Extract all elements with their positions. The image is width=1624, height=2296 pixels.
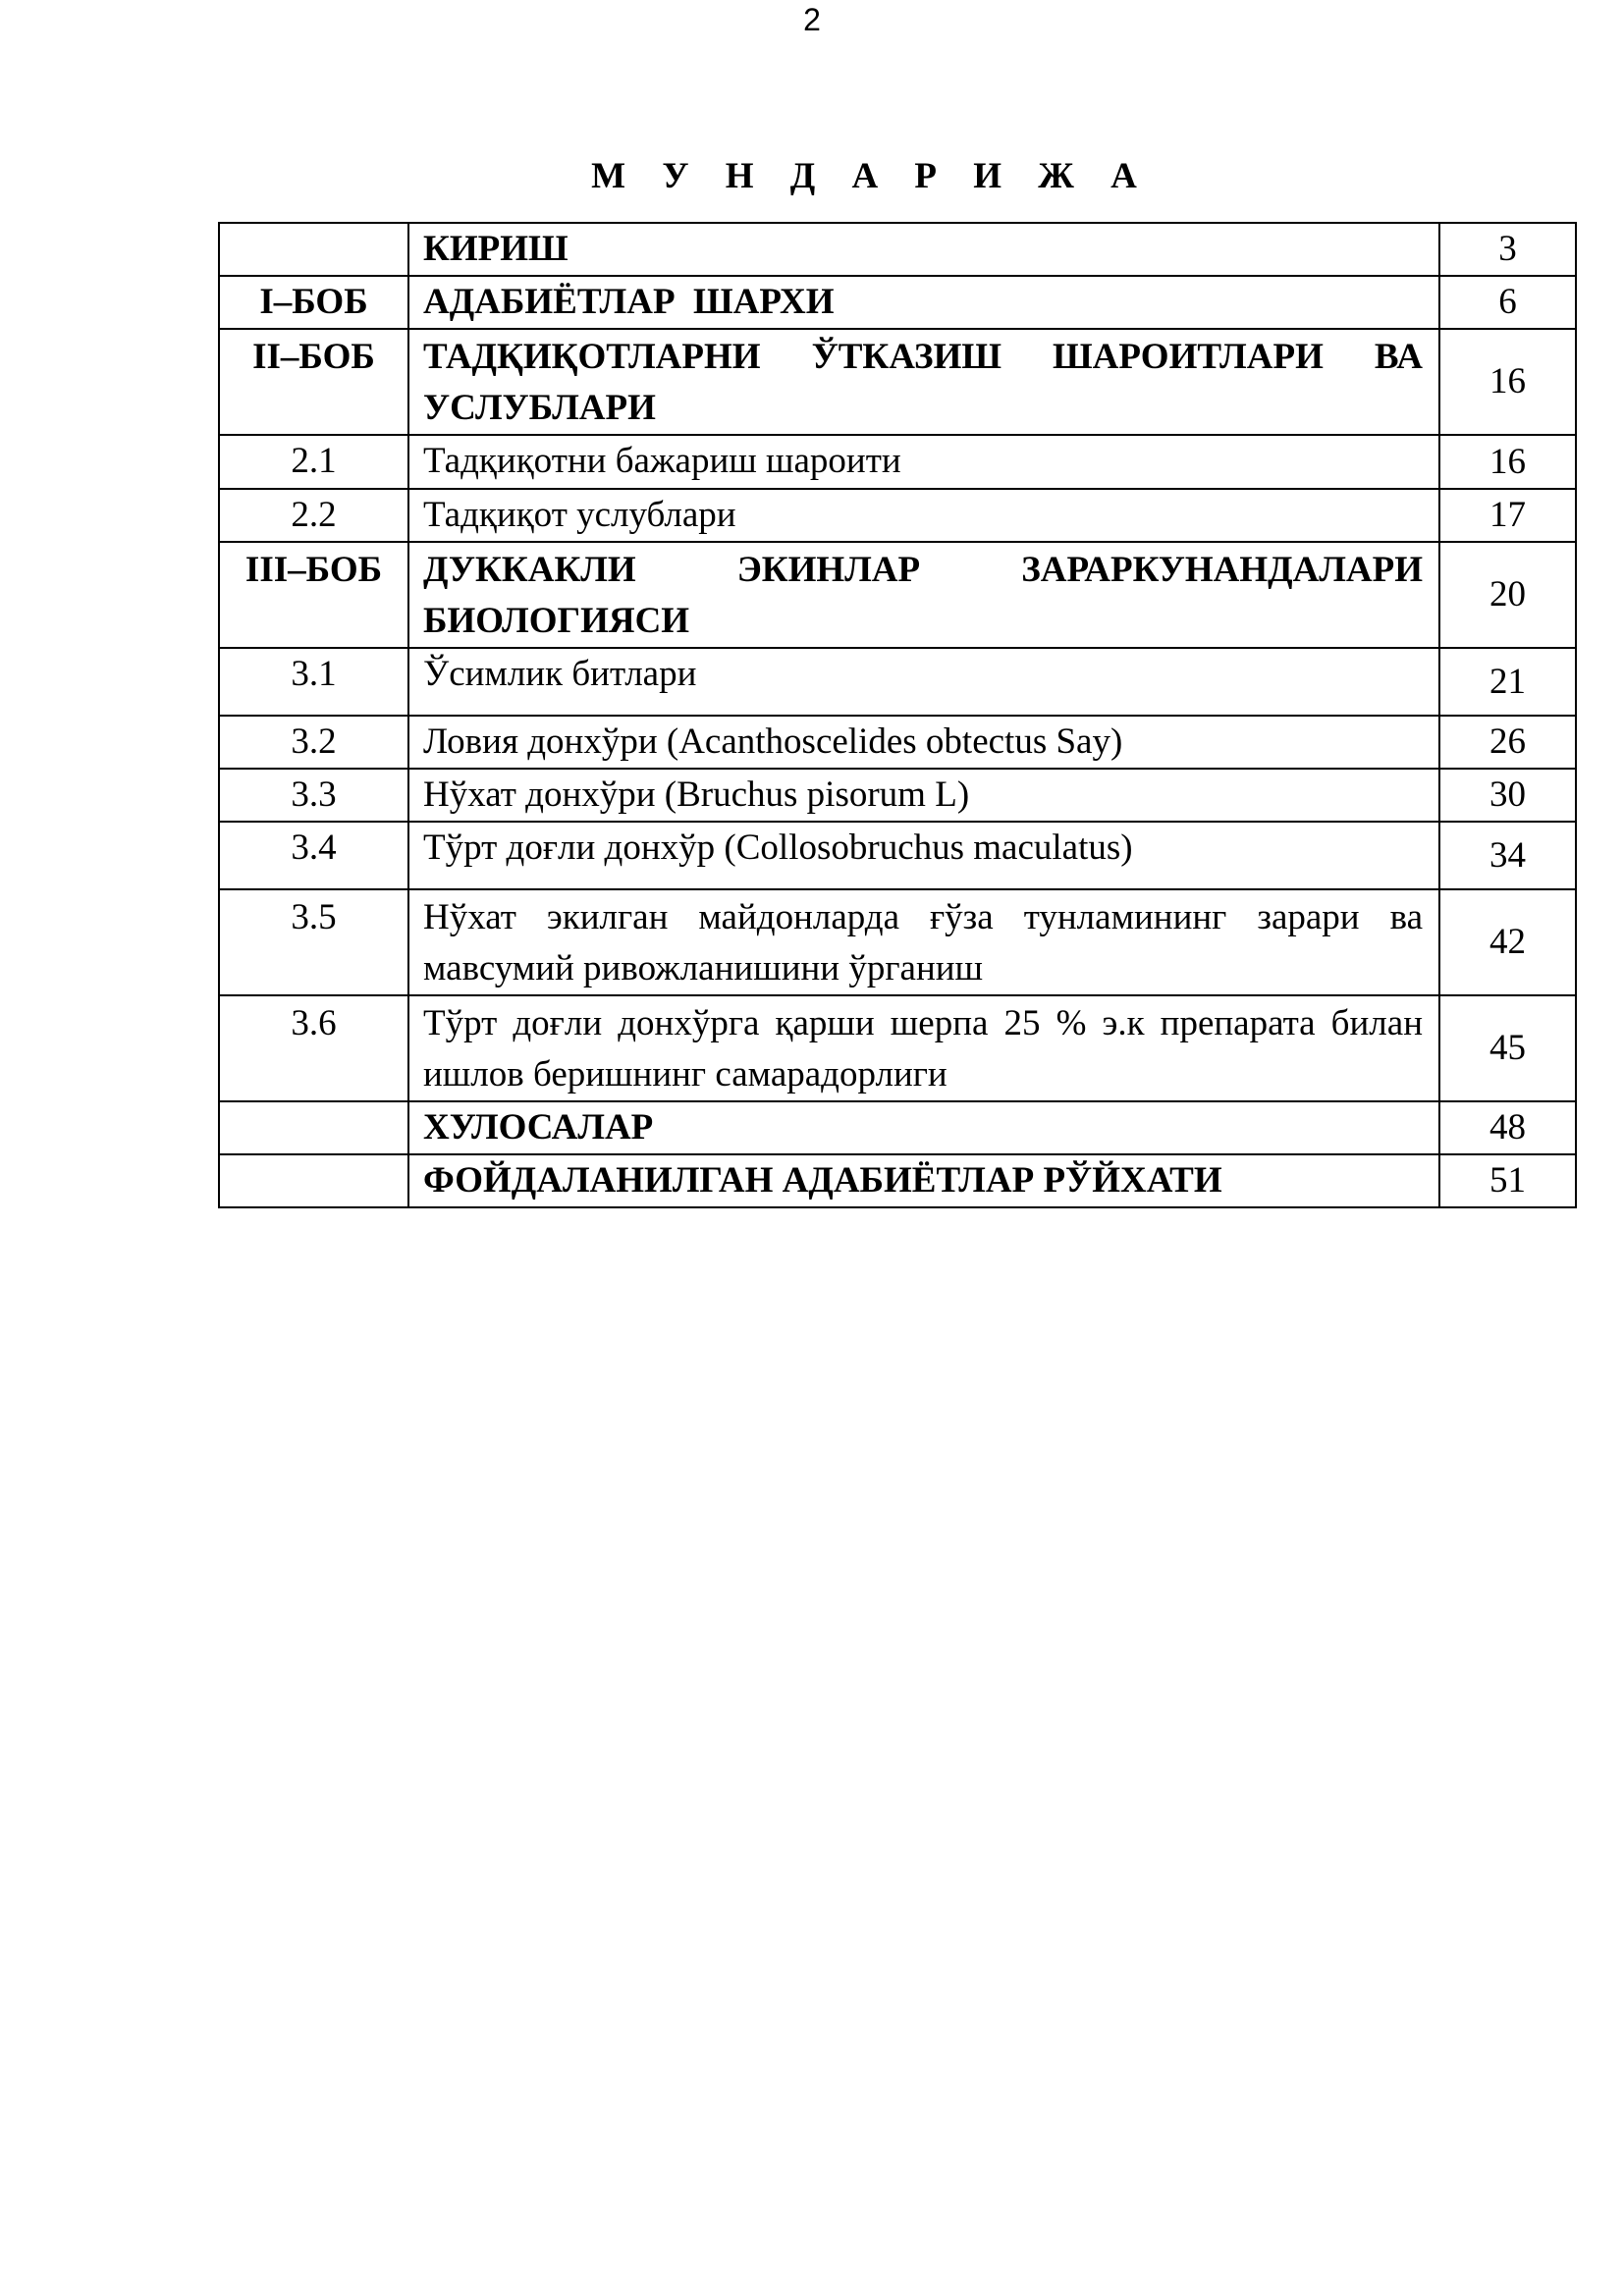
toc-title: ФОЙДАЛАНИЛГАН АДАБИЁТЛАР РЎЙХАТИ — [408, 1154, 1439, 1207]
toc-page: 42 — [1439, 889, 1576, 995]
toc-row-chapter-2 — [219, 329, 1576, 435]
toc-page: 26 — [1439, 716, 1576, 769]
toc-page: 51 — [1439, 1154, 1576, 1207]
toc-title: Тўрт доғли донхўр (Collosobruchus maculatus) — [408, 822, 1439, 889]
toc-title: Нўхат донхўри (Bruchus pisorum L) — [408, 769, 1439, 822]
toc-page: 45 — [1439, 995, 1576, 1101]
toc-page: 6 — [1439, 276, 1576, 329]
toc-page: 16 — [1439, 329, 1576, 435]
toc-number: 3.4 — [219, 822, 408, 889]
toc-page: 34 — [1439, 822, 1576, 889]
toc-row-section-3-1 — [219, 648, 1576, 716]
toc-number: II–БОБ — [219, 329, 408, 435]
page-title: М У Н Д А Р И Ж А — [591, 156, 1151, 196]
toc-number: 3.6 — [219, 995, 408, 1101]
toc-page: 21 — [1439, 648, 1576, 716]
toc-title: ТАДҚИҚОТЛАРНИ ЎТКАЗИШ ШАРОИТЛАРИ ВА УСЛУБЛАРИ — [408, 329, 1439, 435]
toc-number: I–БОБ — [219, 276, 408, 329]
toc-row-section-3-5 — [219, 889, 1576, 995]
toc-title: Тадқиқот услублари — [408, 489, 1439, 542]
toc-page: 16 — [1439, 435, 1576, 489]
toc-page: 30 — [1439, 769, 1576, 822]
toc-number: 2.2 — [219, 489, 408, 542]
toc-title-text: АДАБИЁТЛАР ШАРХИ — [423, 282, 835, 322]
table-of-contents — [218, 222, 1577, 1208]
toc-number — [219, 1154, 408, 1207]
toc-number: 3.5 — [219, 889, 408, 995]
toc-title: Тўрт доғли донхўрга қарши шерпа 25 % э.к препарата билан ишлов беришнинг самарадорлиги — [408, 995, 1439, 1101]
toc-row-conclusions — [219, 1101, 1576, 1154]
toc-title: Нўхат экилган майдонларда ғўза тунламининг зарари ва мавсумий ривожланишини ўрганиш — [408, 889, 1439, 995]
toc-page: 48 — [1439, 1101, 1576, 1154]
toc-row-introduction — [219, 223, 1576, 276]
toc-title: КИРИШ — [408, 223, 1439, 276]
toc-title: ДУККАКЛИ ЭКИНЛАР ЗАРАРКУНАНДАЛАРИ БИОЛОГИЯСИ — [408, 542, 1439, 648]
toc-title — [408, 276, 1439, 329]
toc-row-section-2-2 — [219, 489, 1576, 542]
toc-number: 3.3 — [219, 769, 408, 822]
toc-number — [219, 1101, 408, 1154]
toc-row-section-3-4 — [219, 822, 1576, 889]
toc-number — [219, 223, 408, 276]
toc-title: Ловия донхўри (Acanthoscelides obtectus Say) — [408, 716, 1439, 769]
toc-title: Ўсимлик битлари — [408, 648, 1439, 716]
toc-row-section-2-1 — [219, 435, 1576, 489]
page-number: 2 — [803, 2, 821, 37]
toc-title: ХУЛОСАЛАР — [408, 1101, 1439, 1154]
toc-row-chapter-3 — [219, 542, 1576, 648]
toc-page: 20 — [1439, 542, 1576, 648]
toc-number: 2.1 — [219, 435, 408, 489]
toc-row-references — [219, 1154, 1576, 1207]
toc-row-section-3-2 — [219, 716, 1576, 769]
toc-number: III–БОБ — [219, 542, 408, 648]
toc-row-chapter-1 — [219, 276, 1576, 329]
toc-number: 3.1 — [219, 648, 408, 716]
toc-number: 3.2 — [219, 716, 408, 769]
toc-row-section-3-3 — [219, 769, 1576, 822]
toc-page: 3 — [1439, 223, 1576, 276]
toc-page: 17 — [1439, 489, 1576, 542]
toc-title: Тадқиқотни бажариш шароити — [408, 435, 1439, 489]
toc-row-section-3-6 — [219, 995, 1576, 1101]
